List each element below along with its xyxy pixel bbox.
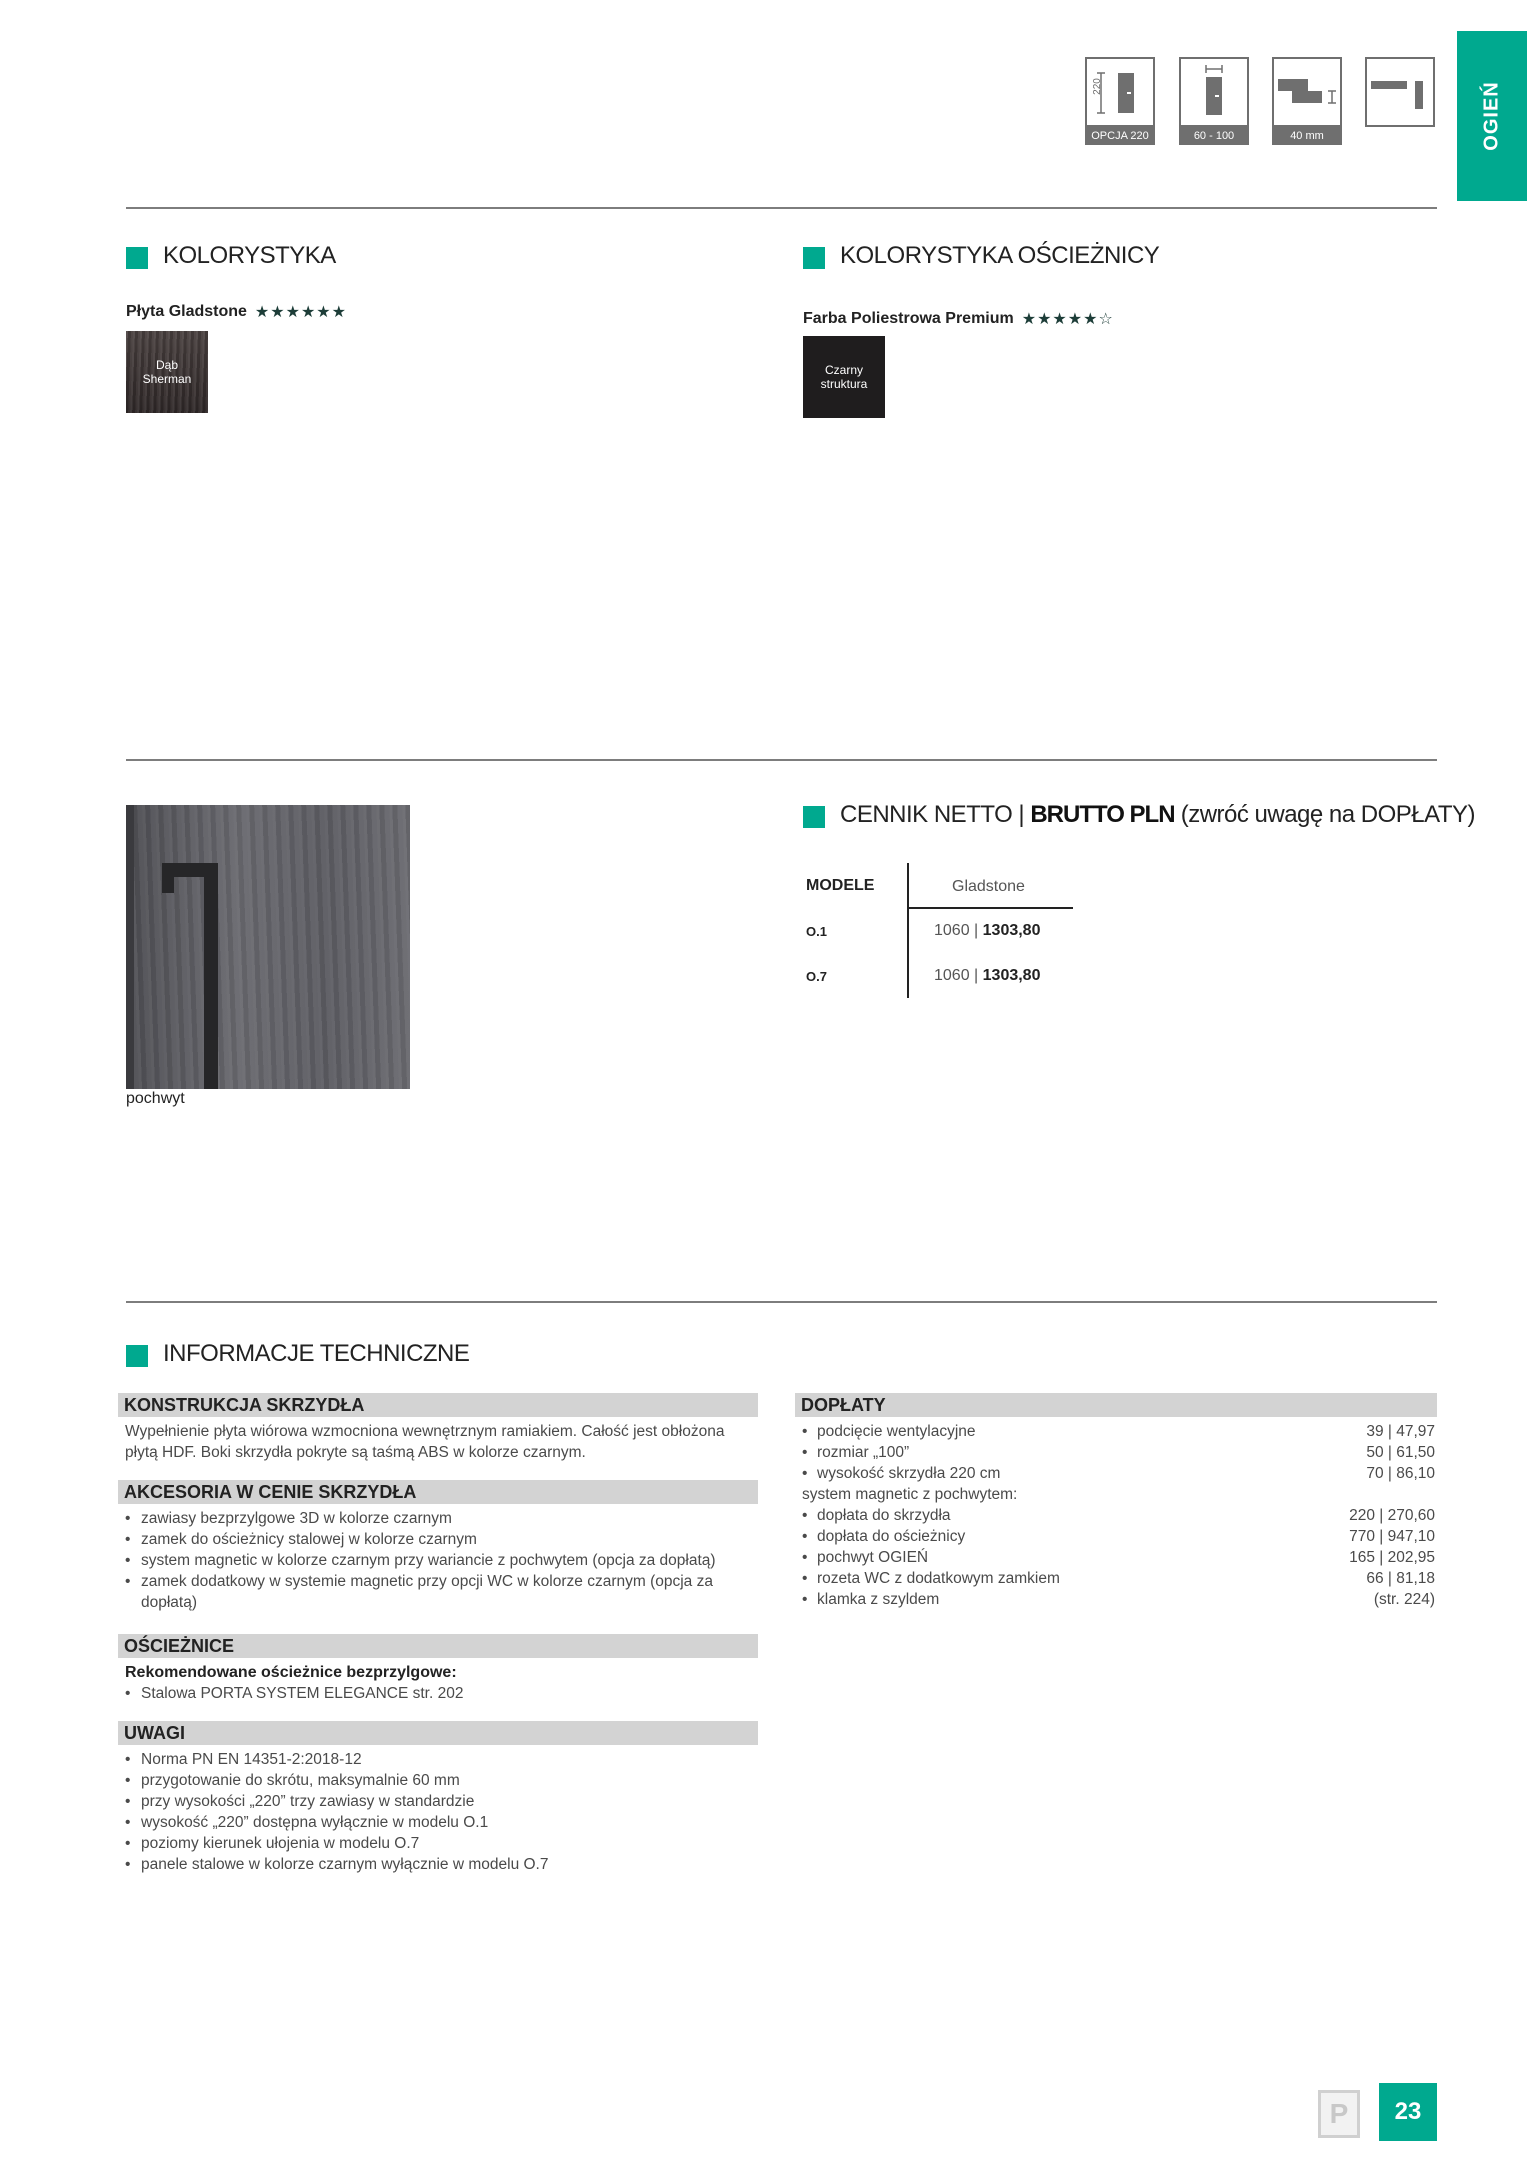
price-table — [803, 863, 1073, 998]
swatch-label: Czarny struktura — [820, 363, 868, 391]
oscieznice-subtitle: Rekomendowane ościeżnice bezprzylgowe: — [125, 1664, 457, 1681]
section-divider — [126, 1301, 1437, 1303]
list-item: • zawiasy bezprzylgowe 3D w kolorze czarnym — [125, 1508, 752, 1529]
thickness-icon — [1272, 57, 1342, 127]
doplaty-value: 39 | 47,97 — [1366, 1423, 1435, 1440]
frame-profile-icon-group — [1365, 57, 1435, 127]
swatch-czarny-struktura[interactable] — [803, 336, 885, 418]
oscieznice-list — [125, 1683, 752, 1704]
konstrukcja-text: Wypełnienie płyta wiórowa wzmocniona wewnętrznym ramiakiem. Całość jest obłożona płytą HDF. Boki skrzydła pokryte są taśmą ABS w kolorze czarnym. — [125, 1423, 725, 1461]
cennik-title — [840, 801, 1475, 829]
doplaty-label: • dopłata do ościeżnicy — [802, 1526, 965, 1547]
doplaty-group-label: system magnetic z pochwytem: — [802, 1486, 1018, 1503]
doplaty-row — [802, 1463, 1435, 1484]
section-divider — [126, 207, 1437, 209]
height-220-icon — [1085, 57, 1155, 127]
price-row-value — [934, 922, 1040, 940]
list-item: • przygotowanie do skrótu, maksymalnie 60 mm — [125, 1770, 752, 1791]
list-item: • przy wysokości „220” trzy zawiasy w standardzie — [125, 1791, 752, 1812]
swatch-label: Dąb Sherman — [142, 358, 192, 386]
section-divider — [126, 759, 1437, 761]
rating-stars-icon: ★★★★★★ — [254, 304, 347, 321]
cennik-title-bold: BRUTTO PLN — [1030, 801, 1175, 828]
oscieznica-material-row — [803, 309, 1114, 329]
price-row-model: O.1 — [806, 924, 827, 939]
doplaty-label: • wysokość skrzydła 220 cm — [802, 1463, 1000, 1484]
kolorystyka-material: Płyta Gladstone — [126, 303, 247, 320]
price-brutto: 1303,80 — [982, 967, 1041, 984]
height-option-icon-group — [1085, 57, 1155, 145]
oscieznica-material: Farba Poliestrowa Premium — [803, 310, 1014, 327]
doplaty-row — [802, 1547, 1435, 1568]
list-item: • system magnetic w kolorze czarnym przy wariancie z pochwytem (opcja za dopłatą) — [125, 1550, 752, 1571]
frame-profile-icon — [1365, 57, 1435, 127]
list-item: • panele stalowe w kolorze czarnym wyłącznie w modelu O.7 — [125, 1854, 752, 1875]
price-table-col-material: Gladstone — [952, 878, 1025, 895]
thickness-label: 40 mm — [1272, 127, 1342, 145]
doplaty-label: • podcięcie wentylacyjne — [802, 1421, 976, 1442]
doplaty-body — [795, 1417, 1437, 1610]
doplaty-value: 70 | 86,10 — [1366, 1465, 1435, 1482]
doplaty-label: • klamka z szyldem — [802, 1589, 939, 1610]
doplaty-value: 165 | 202,95 — [1349, 1549, 1435, 1566]
price-netto: 1060 | — [934, 967, 983, 984]
height-option-label: OPCJA 220 — [1085, 127, 1155, 145]
swatch-dab-sherman[interactable] — [126, 331, 208, 413]
doplaty-value: 770 | 947,10 — [1349, 1528, 1435, 1545]
price-row-model: O.7 — [806, 969, 827, 984]
section-marker — [126, 247, 148, 269]
kolorystyka-material-row — [126, 302, 347, 322]
doplaty-label: • dopłata do skrzydła — [802, 1505, 951, 1526]
akcesoria-heading: AKCESORIA W CENIE SKRZYDŁA — [118, 1480, 758, 1504]
width-range-icon — [1179, 57, 1249, 127]
price-table-divider — [907, 863, 909, 998]
list-item: • zamek do ościeżnicy stalowej w kolorze czarnym — [125, 1529, 752, 1550]
porta-logo-icon: P — [1318, 2090, 1360, 2138]
list-item: • zamek dodatkowy w systemie magnetic przy opcji WC w kolorze czarnym (opcja za dopłatą) — [125, 1571, 752, 1613]
price-brutto: 1303,80 — [982, 922, 1041, 939]
photo-caption: pochwyt — [126, 1090, 185, 1107]
handle-photo — [126, 805, 410, 1089]
list-item: • poziomy kierunek ułojenia w modelu O.7 — [125, 1833, 752, 1854]
width-range-label: 60 - 100 — [1179, 127, 1249, 145]
thickness-icon-group — [1272, 57, 1342, 145]
doplaty-value: 220 | 270,60 — [1349, 1507, 1435, 1524]
price-table-col-models: MODELE — [806, 877, 875, 894]
doplaty-label: • rozmiar „100” — [802, 1442, 909, 1463]
section-marker — [803, 806, 825, 828]
doplaty-row — [802, 1421, 1435, 1442]
doplaty-row — [802, 1442, 1435, 1463]
height-220-icon-text: 220 — [1091, 78, 1103, 95]
section-marker — [126, 1345, 148, 1367]
page-number: 23 — [1379, 2083, 1437, 2141]
doplaty-row — [802, 1505, 1435, 1526]
kolorystyka-title: KOLORYSTYKA — [163, 242, 336, 269]
informacje-title: INFORMACJE TECHNICZNE — [163, 1340, 470, 1367]
cennik-title-post: (zwróć uwagę na DOPŁATY) — [1174, 801, 1476, 828]
price-row-value — [934, 967, 1040, 985]
side-tab-ogien[interactable] — [1457, 31, 1527, 201]
doplaty-column — [795, 1393, 1437, 1610]
doplaty-label: • pochwyt OGIEŃ — [802, 1547, 928, 1568]
section-marker — [803, 247, 825, 269]
side-tab-label: OGIEŃ — [1480, 81, 1503, 151]
list-item: • Stalowa PORTA SYSTEM ELEGANCE str. 202 — [125, 1683, 752, 1704]
kolorystyka-oscieznicy-title: KOLORYSTYKA OŚCIEŻNICY — [840, 242, 1160, 269]
width-range-icon-group — [1179, 57, 1249, 145]
uwagi-list — [118, 1745, 758, 1875]
rating-stars-icon: ★★★★★☆ — [1021, 311, 1114, 328]
technical-left-column — [118, 1393, 758, 1875]
doplaty-value: 50 | 61,50 — [1366, 1444, 1435, 1461]
list-item: • Norma PN EN 14351-2:2018-12 — [125, 1749, 752, 1770]
price-netto: 1060 | — [934, 922, 983, 939]
konstrukcja-heading: KONSTRUKCJA SKRZYDŁA — [118, 1393, 758, 1417]
doplaty-row — [802, 1526, 1435, 1547]
doplaty-heading: DOPŁATY — [795, 1393, 1437, 1417]
oscieznice-heading: OŚCIEŻNICE — [118, 1634, 758, 1658]
doplaty-label: • rozeta WC z dodatkowym zamkiem — [802, 1568, 1060, 1589]
cennik-title-pre: CENNIK NETTO | — [840, 801, 1031, 828]
doplaty-row — [802, 1568, 1435, 1589]
oscieznice-body — [118, 1658, 758, 1725]
doplaty-value: (str. 224) — [1373, 1591, 1435, 1608]
list-item: • wysokość „220” dostępna wyłącznie w modelu O.1 — [125, 1812, 752, 1833]
doplaty-value: 66 | 81,18 — [1366, 1570, 1435, 1587]
price-table-header-rule — [907, 907, 1073, 909]
uwagi-heading: UWAGI — [118, 1721, 758, 1745]
doplaty-row — [802, 1589, 1435, 1610]
